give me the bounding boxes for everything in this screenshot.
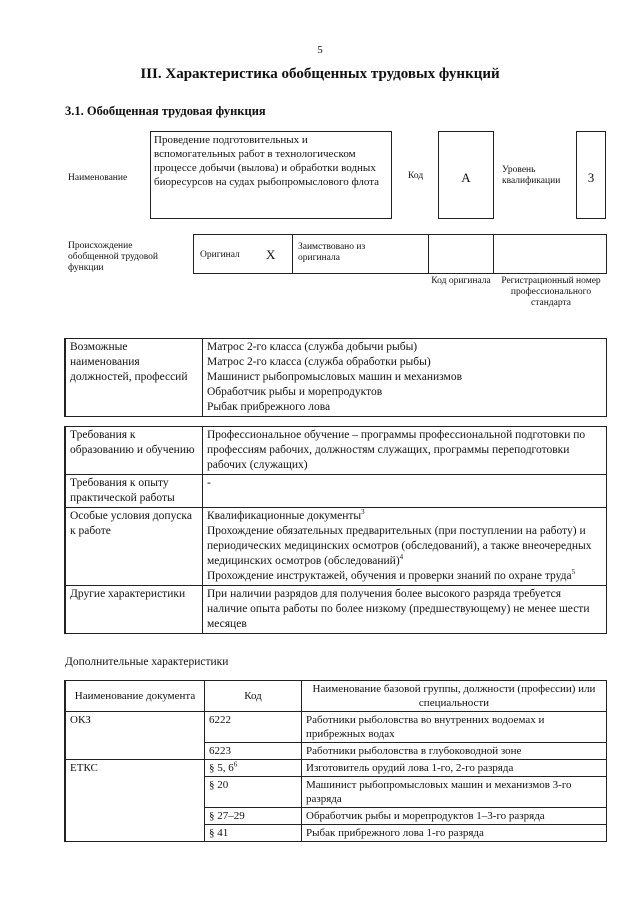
- name-cell: Обработчик рыбы и морепродуктов 1–3-го разряда: [302, 808, 607, 825]
- position-item: Машинист рыбопромысловых машин и механизмов: [207, 371, 462, 383]
- condition-item: Квалификационные документы$^3$: [207, 508, 365, 522]
- subsection-title: 3.1. Обобщенная трудовая функция: [65, 104, 266, 118]
- code-label: Код: [408, 171, 424, 181]
- additional-table: [64, 680, 607, 842]
- reg-number-caption: Регистрационный номер профессионального стандарта: [501, 276, 601, 308]
- name-cell: Рыбак прибрежного лова 1-го разряда: [302, 825, 607, 842]
- original-code-caption: Код оригинала: [431, 276, 491, 286]
- positions-label: Возможные наименования должностей, профессий: [65, 339, 203, 417]
- positions-list: [203, 339, 607, 417]
- requirements-table: [64, 426, 607, 634]
- position-item: Матрос 2-го класса (служба добычи рыбы): [207, 341, 418, 353]
- code-cell: § 41: [205, 825, 302, 842]
- name-cell: Работники рыболовства в глубоководной зоне: [302, 743, 607, 760]
- original-mark: X: [266, 247, 276, 262]
- education-label: Требования к образованию и обучению: [65, 427, 203, 475]
- experience-label: Требования к опыту практической работы: [65, 475, 203, 508]
- original-label: Оригинал: [200, 250, 240, 260]
- function-name-value: Проведение подготовительных и вспомогательных работ в технологическом процессе добычи (вылова) и обработки водных биоресурсов на судах рыбопромыслового флота: [150, 131, 392, 219]
- header-code: Код: [205, 681, 302, 712]
- borrowed-label: Заимствовано из оригинала: [298, 242, 366, 263]
- code-box: [438, 131, 494, 219]
- other-label: Другие характеристики: [65, 586, 203, 634]
- reg-number-cell: [493, 234, 607, 274]
- code-cell: § 5, $6^6$: [205, 760, 302, 777]
- code-value: A: [461, 170, 471, 185]
- origin-label: Происхождение обобщенной трудовой функции: [68, 241, 158, 273]
- experience-value: -: [203, 475, 607, 508]
- name-label: Наименование: [68, 173, 128, 183]
- name-cell: Изготовитель орудий лова 1-го, 2-го разряда: [302, 760, 607, 777]
- header-name: Наименование базовой группы, должности (профессии) или специальности: [302, 681, 607, 712]
- conditions-value: [203, 508, 607, 586]
- code-cell: § 27–29: [205, 808, 302, 825]
- level-box: [576, 131, 606, 219]
- level-label: Уровень квалификации: [502, 165, 561, 186]
- section-title: III. Характеристика обобщенных трудовых функций: [140, 66, 500, 82]
- position-item: Рыбак прибрежного лова: [207, 401, 331, 413]
- condition-item: Прохождение обязательных предварительных (при поступлении на работу) и периодических медицинских осмотров (обследований), а также внеочередных медицинских осмотров (обследований)$^4$: [207, 525, 592, 567]
- additional-title: Дополнительные характеристики: [65, 656, 229, 668]
- condition-item: Прохождение инструктажей, обучения и проверки знаний по охране труда$^5$: [207, 568, 576, 582]
- borrowed-cell: [292, 234, 429, 274]
- other-value: При наличии разрядов для получения более высокого разряда требуется наличие опыта работы по более низкому (предшествующему) не менее шести месяцев: [203, 586, 607, 634]
- conditions-label: Особые условия допуска к работе: [65, 508, 203, 586]
- original-code-cell: [428, 234, 494, 274]
- code-cell: 6222: [205, 712, 302, 743]
- doc-cell: ЕТКС: [65, 760, 205, 842]
- name-cell: Машинист рыбопромысловых машин и механизмов 3-го разряда: [302, 777, 607, 808]
- level-value: 3: [587, 170, 595, 185]
- education-value: Профессиональное обучение – программы профессиональной подготовки по профессиям рабочих, должностям служащих, программы переподготовки рабочих (служащих): [203, 427, 607, 475]
- code-cell: 6223: [205, 743, 302, 760]
- positions-table: [64, 338, 607, 417]
- header-doc: Наименование документа: [65, 681, 205, 712]
- position-item: Обработчик рыбы и морепродуктов: [207, 386, 383, 398]
- page-number: 5: [317, 44, 323, 56]
- doc-cell: ОКЗ: [65, 712, 205, 760]
- name-cell: Работники рыболовства во внутренних водоемах и прибрежных водах: [302, 712, 607, 743]
- table-row: [65, 760, 607, 777]
- table-row: [65, 712, 607, 743]
- position-item: Матрос 2-го класса (служба обработки рыбы): [207, 356, 431, 368]
- code-cell: § 20: [205, 777, 302, 808]
- original-cell: [193, 234, 293, 274]
